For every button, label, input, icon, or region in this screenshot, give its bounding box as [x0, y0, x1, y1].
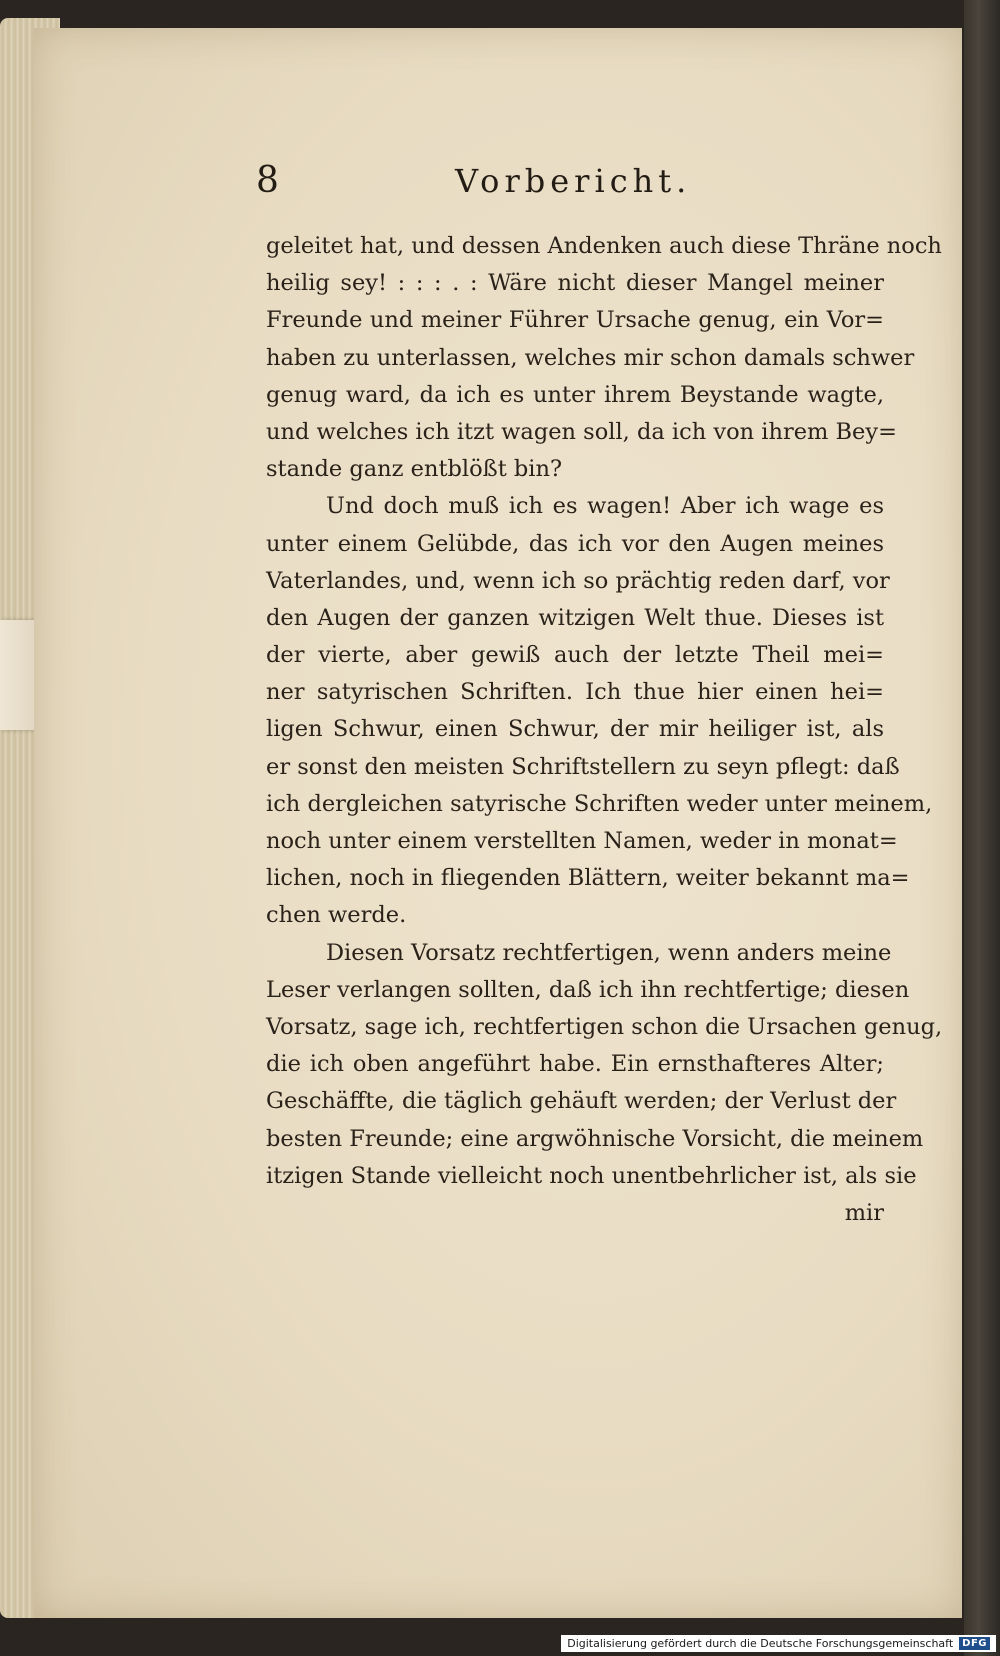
text-line: Vaterlandes, und, wenn ich so prächtig reden darf, vor [266, 567, 890, 594]
text-line: ligen Schwur, einen Schwur, der mir heiliger ist, als [266, 716, 884, 743]
text-line: geleitet hat, und dessen Andenken auch diese Thräne noch [266, 233, 942, 259]
text-line: heilig sey! : : : . : Wäre nicht dieser Mangel meiner [266, 270, 884, 297]
text-line: den Augen der ganzen witzigen Welt thue. Dieses ist [266, 604, 884, 631]
text-line: er sonst den meisten Schriftstellern zu seyn pflegt: daß [266, 753, 900, 780]
text-line: haben zu unterlassen, welches mir schon damals schwer [266, 344, 915, 371]
body-text [266, 228, 943, 1232]
credit-text: Digitalisierung gefördert durch die Deutsche Forschungsgemeinschaft [567, 1637, 954, 1650]
text-line: die ich oben angeführt habe. Ein ernsthafteres Alter; [266, 1051, 884, 1078]
text-line: stande ganz entblößt bin? [266, 456, 563, 483]
page-header [220, 160, 900, 220]
text-line: itzigen Stande vielleicht noch unentbehrlicher ist, als sie [266, 1162, 917, 1189]
running-head: Vorbericht. [455, 162, 692, 200]
text-line: besten Freunde; eine argwöhnische Vorsicht, die meinem [266, 1125, 924, 1152]
dfg-logo: DFG [959, 1637, 990, 1650]
text-line: der vierte, aber gewiß auch der letzte Theil mei= [266, 642, 884, 669]
text-line: und welches ich itzt wagen soll, da ich von ihrem Bey= [266, 418, 897, 445]
catchword: mir [844, 1199, 884, 1226]
page-number: 8 [256, 160, 280, 201]
text-line: noch unter einem verstellten Namen, weder in monat= [266, 828, 898, 854]
book-cover-edge [964, 0, 1000, 1656]
text-line: Leser verlangen sollten, daß ich ihn rechtfertige; diesen [266, 976, 910, 1003]
text-line: unter einem Gelübde, das ich vor den Augen meines [266, 530, 884, 557]
text-line: ner satyrischen Schriften. Ich thue hier einen hei= [266, 679, 884, 706]
text-line: chen werde. [266, 902, 407, 929]
digitization-credit [561, 1635, 996, 1652]
text-line: lichen, noch in fliegenden Blättern, weiter bekannt ma= [266, 865, 910, 892]
text-line: Vorsatz, sage ich, rechtfertigen schon die Ursachen genug, [266, 1013, 943, 1040]
text-line: genug ward, da ich es unter ihrem Beystande wagte, [266, 381, 884, 408]
paragraph-start: Und doch muß ich es wagen! Aber ich wage es [326, 493, 884, 520]
text-line: Freunde und meiner Führer Ursache genug, ein Vor= [266, 307, 884, 334]
text-line: Geschäffte, die täglich gehäuft werden; der Verlust der [266, 1088, 897, 1115]
paragraph-start: Diesen Vorsatz rechtfertigen, wenn anders meine [326, 939, 892, 966]
text-line: ich dergleichen satyrische Schriften weder unter meinem, [266, 790, 933, 817]
